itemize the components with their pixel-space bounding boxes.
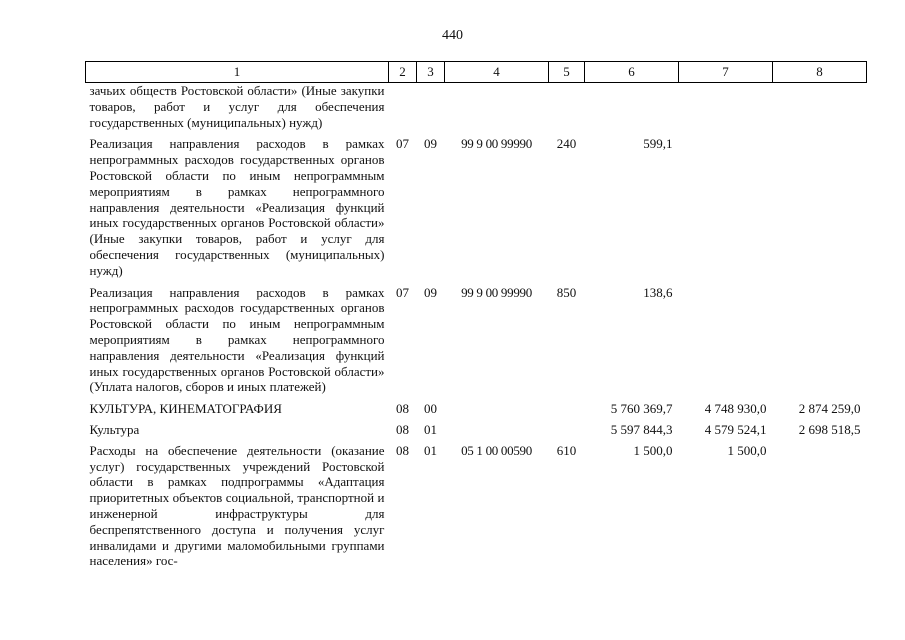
row-amount-1: 138,6 (643, 284, 673, 300)
row-subsection: 01 (424, 421, 437, 437)
page-number: 440 (442, 28, 463, 43)
row-amount-1 (585, 83, 679, 137)
row-expense-type: 850 (556, 284, 577, 300)
row-amount-1: 599,1 (643, 136, 673, 152)
row-amount-2: 1 500,0 (727, 442, 767, 458)
header-col-6: 6 (585, 62, 679, 83)
row-section: 08 (396, 442, 409, 458)
row-section: 08 (396, 401, 409, 417)
row-target-code: 05 1 00 00590 (461, 442, 532, 458)
row-amount-2 (679, 83, 773, 137)
row-target-code: 99 9 00 99990 (461, 136, 532, 152)
row-amount-2 (679, 136, 773, 284)
header-col-4: 4 (445, 62, 549, 83)
table-row (86, 285, 867, 402)
row-description: Расходы на обеспечение деятельности (оказание услуг) государственных учреждений Ростовской области в рамках подпрограммы «Адаптация приоритетных объектов социальной, транспортной и инженерной инфраструктуры для беспрепятственного доступа и получения услуг инвалидами и другими маломобильными группами населения» гос- (89, 442, 385, 569)
row-amount-3: 2 698 518,5 (798, 421, 861, 437)
row-description: КУЛЬТУРА, КИНЕМАТОГРАФИЯ (89, 401, 282, 417)
row-amount-3: 2 874 259,0 (798, 401, 861, 417)
row-section: 08 (396, 421, 409, 437)
row-amount-2: 4 748 930,0 (704, 401, 767, 417)
row-expense-type: 610 (556, 442, 577, 458)
row-subsection: 00 (424, 401, 437, 417)
table-row (86, 83, 867, 137)
row-expense-type: 240 (556, 136, 577, 152)
row-subsection: 01 (424, 442, 437, 458)
table-row (86, 401, 867, 422)
table-row (86, 443, 867, 575)
row-amount-1: 5 760 369,7 (610, 401, 673, 417)
header-col-1: 1 (86, 62, 389, 83)
table-row (86, 136, 867, 284)
row-target-code (445, 422, 549, 443)
row-description: Культура (89, 421, 140, 437)
header-col-3: 3 (417, 62, 445, 83)
row-section: 07 (396, 284, 409, 300)
header-row (86, 62, 867, 83)
header-col-8: 8 (773, 62, 867, 83)
row-amount-3 (773, 285, 867, 402)
header-col-7: 7 (679, 62, 773, 83)
row-subsection: 09 (424, 136, 437, 152)
row-amount-2 (679, 285, 773, 402)
row-expense-type (549, 422, 585, 443)
row-amount-1: 5 597 844,3 (610, 421, 673, 437)
budget-table (85, 61, 867, 575)
header-col-5: 5 (549, 62, 585, 83)
row-section (389, 83, 417, 137)
row-section: 07 (396, 136, 409, 152)
row-target-code: 99 9 00 99990 (461, 284, 532, 300)
header-col-2: 2 (389, 62, 417, 83)
row-expense-type (549, 401, 585, 422)
row-target-code (445, 401, 549, 422)
row-subsection: 09 (424, 284, 437, 300)
row-subsection (417, 83, 445, 137)
row-amount-3 (773, 83, 867, 137)
row-amount-3 (773, 136, 867, 284)
table-row (86, 422, 867, 443)
row-expense-type (549, 83, 585, 137)
row-description: зачьих обществ Ростовской области» (Иные закупки товаров, работ и услуг для обеспечения государственных (муниципальных) нужд) (89, 83, 385, 130)
row-description: Реализация направления расходов в рамках непрограммных расходов государственных органов Ростовской области по иным непрограммным мероприятиям в рамках непрограммного направления деятельности «Реализация функций иных государственных органов Ростовской области» (Уплата налогов, сборов и иных платежей) (89, 284, 385, 395)
row-target-code (445, 83, 549, 137)
row-description: Реализация направления расходов в рамках непрограммных расходов государственных органов Ростовской области по иным непрограммным мероприятиям в рамках непрограммного направления деятельности «Реализация функций иных государственных органов Ростовской области» (Иные закупки товаров, работ и услуг для обеспечения государственных (муниципальных) нужд) (89, 136, 385, 278)
row-amount-3 (773, 443, 867, 575)
row-amount-1: 1 500,0 (633, 442, 673, 458)
row-amount-2: 4 579 524,1 (704, 421, 767, 437)
